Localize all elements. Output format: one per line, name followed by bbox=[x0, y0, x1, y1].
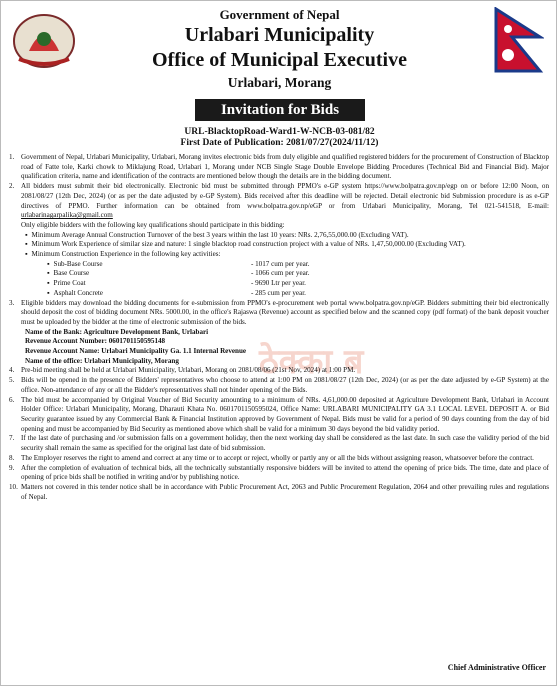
clause-5: 5. Bids will be opened in the presence of Bidders' representatives who choose to attend at 1:00 PM on 2081/08/27 (12th Dec, 2024) (or as per the date adjusted by e-GP System) at the office. Non-attendance of any or all the Bidder's representatives shall not hinder opening of the Bids. bbox=[9, 376, 549, 394]
clause-4: 4. Pre-bid meeting shall be held at Urlabari Municipality, Urlabari, Morang on 2081/08/06 (21st Nov, 2024) at 1:00 PM. bbox=[9, 366, 356, 375]
activity-row: ▪ Base Course - 1066 cum per year. bbox=[47, 269, 549, 279]
municipality-heading: Urlabari Municipality bbox=[184, 24, 375, 46]
clause-6: 6. The bid must be accompanied by Original Voucher of Bid Security amounting to a minimum of NRs. 4,61,000.00 deposited at Agriculture Development Bank, Urlabari in Account Holder Office: Urlabari Municipality, Morang, Dharauti Khata No. 0601701150595024, Office Name: URLABARI MUNICIPALITY GA 3.1 LOCAL LEVEL DEPOSIT A. or Bid Security guarantee issued by any Commercial Bank & Financial Institution approved by Government of Nepal. Bids must be valid for a period of 90 days counting from the day of bid opening and must be accompanied by Bid Security as mentioned above which shall be valid for a minimum 30 days beyond the bid validity period. bbox=[9, 395, 549, 433]
publication-date: First Date of Publication: 2081/07/27(2024/11/12) bbox=[180, 138, 379, 148]
office-heading: Office of Municipal Executive bbox=[152, 49, 407, 71]
government-heading: Government of Nepal bbox=[219, 7, 340, 22]
clause-9: 9. After the completion of evaluation of technical bids, all the technically substantially responsive bidders will be invited to attend the opening of price bids. The time, date and place of opening of price bids shall be notified in writing and/or by publishing notice. bbox=[9, 463, 549, 482]
signature-title: Chief Administrative Officer bbox=[447, 663, 546, 672]
clause-1: 1. Government of Nepal, Urlabari Municipality, Urlabari, Morang invites electronic bids from duly eligible and qualified registered bidders for the procurement of Construction of Blacktop road of Fatte tole, Karki chowk to Miklajung Road, Urlabari 1, Morang under NCB Single Stage Double Envelope Bidding Procedures (Technical Bid and Financial Bid). Major qualification criteria, name and identification of the contracts are mentioned below though the details are in the bidding document. bbox=[9, 153, 549, 181]
qualification-experience: ▪ Minimum Work Experience of similar size and nature: 1 single blacktop road construction project with a value of NRs. 1,47,50,000.00 (Excluding VAT). bbox=[25, 240, 549, 250]
clause-7: 7. If the last date of purchasing and /or submission falls on a government holiday, then the next working day shall be considered as the last date. In such case the validity period of the bid security shall remain the same as specified for the original last date of bid submission. bbox=[9, 434, 549, 453]
email-link[interactable]: urlabarinagarpalika@gmail.com bbox=[21, 211, 113, 220]
office-name: Name of the office: Urlabari Municipality, Morang bbox=[25, 356, 179, 365]
activity-row: ▪ Prime Coat - 9690 Ltr per year. bbox=[47, 279, 549, 289]
revenue-account-number: Revenue Account Number: 0601701150595148 bbox=[25, 337, 166, 346]
invitation-banner: Invitation for Bids bbox=[195, 99, 365, 121]
qualification-turnover: ▪ Minimum Average Annual Construction Turnover of the best 3 years within the last 10 years: NRs. 2,76,55,000.00 (Excluding VAT). bbox=[25, 231, 549, 241]
reference-block bbox=[1, 127, 557, 149]
notice-body bbox=[9, 153, 549, 502]
bank-name: Name of the Bank: Agriculture Development Bank, Urlabari bbox=[25, 327, 209, 336]
clause-2: 2. All bidders must submit their bid electronically. Electronic bid must be submitted through PPMO's e-GP system https://www.bolpatra.gov.np/egp on or before 12:00 Noon, on 2081/08/27 (12th Dec, 2024) (or as per the date adjusted by e-GP System). Bids received after this deadline will be rejected. Detail electronic bid Submission procedure is as e-GP directives of PPMO. Further information can be obtained from www.bolpatra.gov.np/eGP or from Urlabari Municipality, Morang, Tel 021-541518, E-mail: urlabarinagarpalika@gmail.com Only eligible bidders with the following key qualifications should participate in this bidding: bbox=[9, 182, 549, 229]
activity-row: ▪ Asphalt Concrete - 285 cum per year. bbox=[47, 289, 549, 299]
qualification-activities: ▪ Minimum Construction Experience in the following key activities: bbox=[25, 250, 549, 260]
reference-number: URL-BlacktopRoad-Ward1-W-NCB-03-081/82 bbox=[184, 127, 375, 137]
activity-row: ▪ Sub-Base Course - 1017 cum per year. bbox=[47, 260, 549, 270]
revenue-account-name: Revenue Account Name: Urlabari Municipality Ga. 1.1 Internal Revenue bbox=[25, 347, 247, 356]
watermark: ठेक्का ब bbox=[259, 342, 364, 382]
clause-10: 10. Matters not covered in this tender notice shall be in accordance with Public Procurement Act, 2063 and Public Procurement Regulation, 2064 and other prevailing rules and regulations of Nepal. bbox=[9, 482, 549, 501]
location-heading: Urlabari, Morang bbox=[227, 75, 332, 90]
clause-3: 3. Eligible bidders may download the bidding documents for e-submission from PPMO's e-procurement web portal www.bolpatra.gov.np/eGP. Bidders submitting their bid electronically should deposit the cost of bidding document NRs. 5000.00, in the office's Rajaswa (Revenue) account as specified below and the scanned copy (pdf format) of the bank deposit voucher must be uploaded by the bidder at the time of electronic submission of the bids. bbox=[9, 298, 549, 326]
clause-8: 8. The Employer reserves the right to amend and correct at any time or to accept or reject, wholly or partly any or all the bids without assigning reason, whatsoever before the contract. bbox=[9, 453, 534, 462]
